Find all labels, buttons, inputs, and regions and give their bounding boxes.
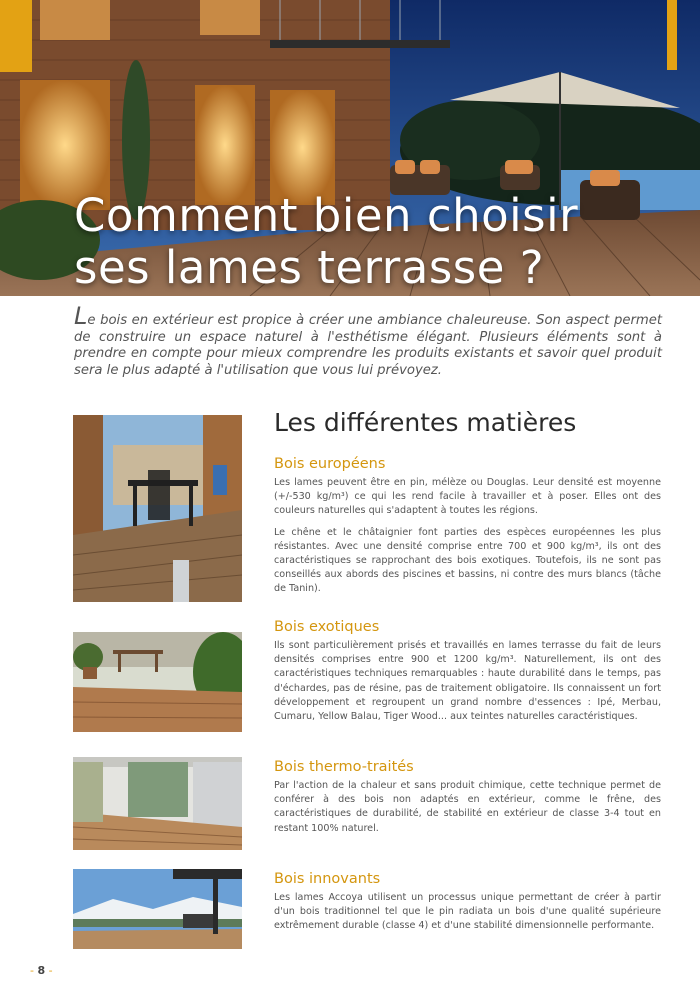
photo-thermo-wood — [73, 757, 242, 850]
page-title-line-2: ses lames terrasse ? — [74, 241, 545, 294]
material-innovative — [274, 871, 661, 941]
intro-dropcap: L — [74, 302, 88, 330]
page-title-line-1: Comment bien choisir — [74, 189, 579, 242]
material-title: Bois européens — [274, 456, 386, 472]
material-title: Bois thermo-traités — [274, 759, 414, 775]
accent-bar-right — [667, 0, 677, 70]
section-title: Les différentes matières — [274, 408, 577, 437]
page-number-value: 8 — [37, 964, 46, 977]
hero-banner — [0, 0, 700, 296]
photo-european-wood — [73, 415, 242, 602]
page-title — [74, 190, 578, 294]
material-european — [274, 456, 661, 604]
material-paragraph: Par l'action de la chaleur et sans produit chimique, cette technique permet de conférer à des bois non adaptés en extérieur, comme le frêne, des caractéristiques de durabilité, de stabilité en extérieur de classe 3-4 tout en restant 100% naturel. — [274, 780, 661, 834]
material-paragraph: Ils sont particulièrement prisés et travaillés en lames terrasse du fait de leurs densités comprises entre 900 et 1200 kg/m³. Naturellement, ils ont des caractéristiques techniques remarquables : haute durabilité dans le temps, pas d'échardes, pas de résine, pas de traitement obligatoire. Ils connaissent un fort développement et regroupent un grand nombre d'essences : Ipé, Merbau, Cumaru, Yellow Balau, Tiger Wood... aux teintes naturelles caractéristiques. — [274, 640, 661, 723]
material-paragraph: Le chêne et le châtaignier font parties des espèces européennes les plus résistantes. Avec une densité comprise entre 700 et 900 kg/m³, ils ont des caractéristiques se rapprochant des bois exotiques. Toutefois, ils ne sont pas conseillés aux abords des piscines et bassins, ni contre des murs blancs (tâche de Tanin). — [274, 526, 661, 595]
intro-text: e bois en extérieur est propice à créer une ambiance chaleureuse. Son aspect permet de construire un espace naturel à l'esthétisme élégant. Plusieurs éléments sont à prendre en compte pour mieux comprendre les produits existants et savoir quel produit sera le plus adapté à l'utilisation que vous lui prévoyez. — [74, 313, 662, 378]
photo-innovative-wood — [73, 869, 242, 949]
intro-paragraph — [74, 302, 662, 379]
page-number: - 8 - — [30, 964, 53, 977]
material-paragraph: Les lames Accoya utilisent un processus unique permettant de créer à partir d'un bois traditionnel tel que le pin radiata un bois d'une qualité supérieure extrêmement durable (classe 4) et d'une stabilité dimensionnelle performante. — [274, 892, 661, 932]
material-title: Bois innovants — [274, 871, 381, 887]
accent-bar-left — [0, 0, 32, 72]
material-exotic — [274, 619, 661, 731]
material-title: Bois exotiques — [274, 619, 380, 635]
material-paragraph: Les lames peuvent être en pin, mélèze ou Douglas. Leur densité est moyenne (+/-530 kg/m³) ce qui les rend facile à travailler et à poser. Elles ont des couleurs naturelles qui s'adaptent à toutes les régions. — [274, 477, 661, 517]
photo-exotic-wood — [73, 632, 242, 732]
material-thermo — [274, 759, 661, 843]
